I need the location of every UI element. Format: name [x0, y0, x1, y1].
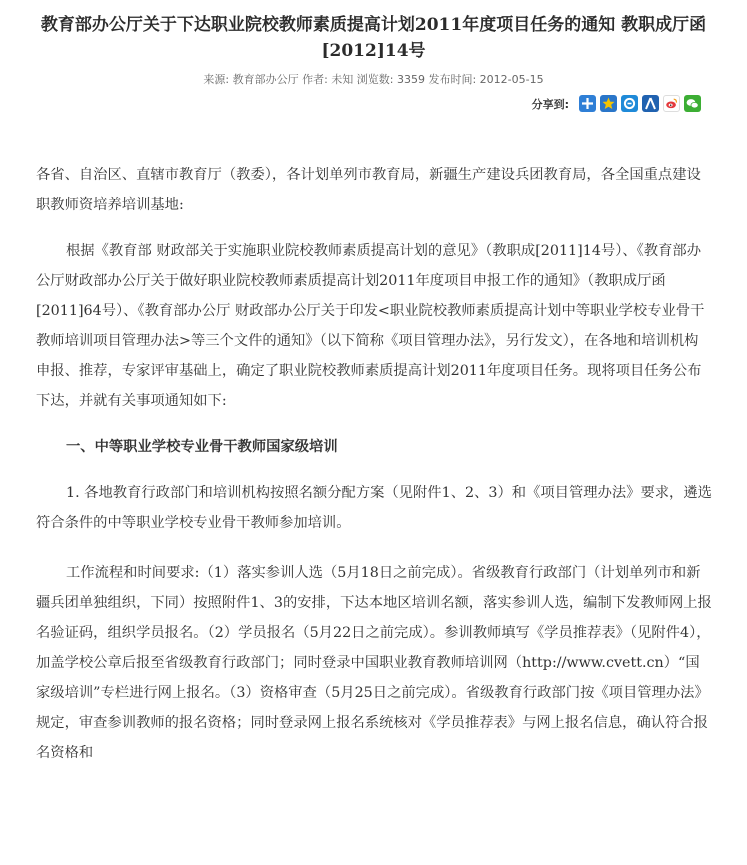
star-share-icon[interactable] [600, 95, 617, 112]
article-meta: 来源: 教育部办公厅 作者: 未知 浏览数: 3359 发布时间: 2012-05-15 [203, 73, 544, 86]
item-paragraph: 1. 各地教育行政部门和培训机构按照名额分配方案（见附件1、2、3）和《项目管理办法》要求，遴选符合条件的中等职业学校专业骨干教师参加培训。 [36, 485, 712, 531]
article-title: 教育部办公厅关于下达职业院校教师素质提高计划2011年度项目任务的通知 教职成厅函[2012]14号 [40, 15, 707, 61]
wechat-share-icon[interactable] [684, 95, 701, 112]
qzone-share-icon[interactable] [579, 95, 596, 112]
workflow-paragraph: 工作流程和时间要求:（1）落实参训人选（5月18日之前完成）。省级教育行政部门（计划单列市和新疆兵团单独组织，下同）按照附件1、3的安排，下达本地区培训名额，落实参训人选，编制下发教师网上报名验证码，组织学员报名。（2）学员报名（5月22日之前完成）。参训教师填写《学员推荐表》（见附件4），加盖学校公章后报至省级教育行政部门；同时登录中国职业教育教师培训网（http://www.cvett.cn）“国家级培训”专栏进行网上报名。（3）资格审查（5月25日之前完成）。省级教育行政部门按《项目管理办法》规定，审查参训教师的报名资格；同时登录网上报名系统核对《学员推荐表》与网上报名信息，确认符合报名资格和 [36, 565, 712, 761]
tencent-share-icon[interactable] [621, 95, 638, 112]
share-label: 分享到: [531, 97, 569, 111]
salutation-paragraph: 各省、自治区、直辖市教育厅（教委），各计划单列市教育局，新疆生产建设兵团教育局，各全国重点建设职教师资培养培训基地: [36, 167, 701, 213]
weibo-share-icon[interactable] [663, 95, 680, 112]
article-body [36, 160, 712, 768]
renren-share-icon[interactable] [642, 95, 659, 112]
section-heading: 一、中等职业学校专业骨干教师国家级培训 [66, 439, 338, 455]
intro-paragraph: 根据《教育部 财政部关于实施职业院校教师素质提高计划的意见》（教职成[2011]14号）、《教育部办公厅财政部办公厅关于做好职业院校教师素质提高计划2011年度项目申报工作的通知》（教职成厅函[2011]64号）、《教育部办公厅 财政部办公厅关于印发<职业院校教师素质提高计划中等职业学校专业骨干教师培训项目管理办法>等三个文件的通知》（以下简称《项目管理办法》，另行发文），在各地和培训机构申报、推荐，专家评审基础上，确定了职业院校教师素质提高计划2011年度项目任务。现将项目任务公布下达，并就有关事项通知如下: [36, 243, 705, 409]
share-bar [532, 95, 701, 112]
